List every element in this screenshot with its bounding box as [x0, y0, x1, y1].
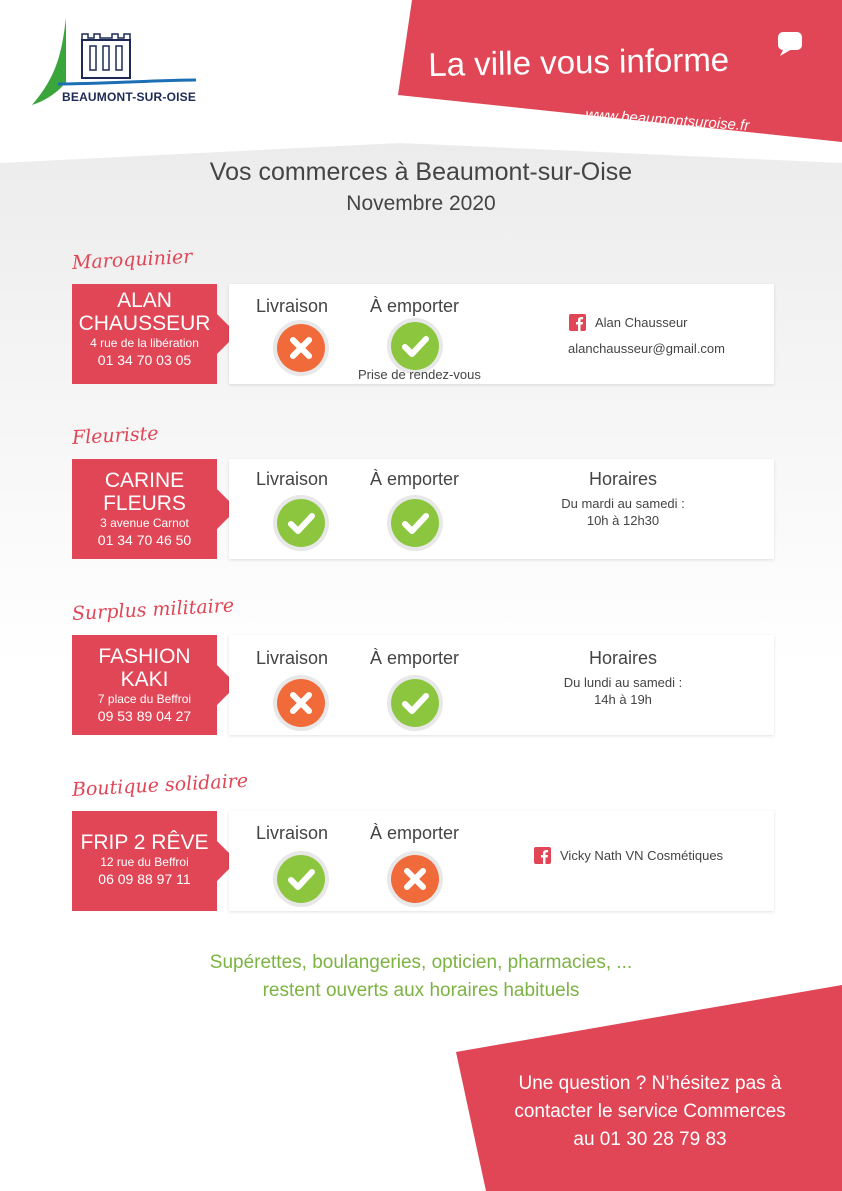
shop-name: CHAUSSEUR — [78, 312, 211, 335]
shop-name: CARINE — [104, 469, 185, 492]
cross-icon — [391, 855, 439, 903]
shop-card-frip-2-reve — [72, 811, 217, 911]
shop-panel — [229, 635, 774, 735]
delivery-label: Livraison — [256, 823, 329, 843]
shop-phone[interactable]: 01 34 70 03 05 — [97, 352, 192, 368]
shop-panel — [229, 284, 774, 384]
page-title: Vos commerces à Beaumont-sur-Oise — [209, 158, 633, 186]
check-icon — [391, 322, 439, 370]
shop-address: 4 rue de la libération — [90, 336, 199, 350]
delivery-label: Livraison — [256, 648, 329, 668]
hours-label: Horaires — [588, 469, 658, 489]
contact-phone[interactable]: au 01 30 28 79 83 — [573, 1129, 727, 1150]
shop-panel — [229, 811, 774, 911]
hours-times: 14h à 19h — [594, 692, 652, 707]
contact-line: contacter le service Commerces — [514, 1101, 786, 1122]
shop-phone[interactable]: 06 09 88 97 11 — [98, 871, 191, 887]
delivery-label: Livraison — [256, 296, 329, 316]
facebook-icon[interactable] — [534, 847, 551, 864]
shop-card-carine-fleurs — [72, 459, 217, 559]
hours-times: 10h à 12h30 — [586, 513, 660, 528]
category-label: Fleuriste — [71, 422, 159, 449]
cross-icon — [277, 324, 325, 372]
website-link[interactable]: www.beaumontsuroise.fr — [584, 106, 750, 135]
takeaway-label: À emporter — [370, 469, 460, 489]
shop-name: FRIP 2 RÊVE — [80, 831, 209, 854]
shop-card-fashion-kaki — [72, 635, 217, 735]
hours-days: Du mardi au samedi : — [561, 496, 685, 511]
takeaway-label: À emporter — [370, 823, 460, 843]
info-line: Supérettes, boulangeries, opticien, pharmacies, ... — [209, 952, 633, 973]
shop-address: 12 rue du Beffroi — [100, 855, 189, 869]
shop-address: 3 avenue Carnot — [100, 516, 189, 530]
hours-label: Horaires — [588, 648, 658, 668]
shop-name: ALAN — [117, 289, 172, 312]
shop-name: FLEURS — [103, 492, 186, 515]
contact-line: Une question ? N’hésitez pas à — [518, 1073, 782, 1094]
category-label: Boutique solidaire — [71, 769, 249, 801]
hours-days: Du lundi au samedi : — [563, 675, 683, 690]
takeaway-note: Prise de rendez-vous — [358, 367, 481, 382]
facebook-icon[interactable] — [569, 314, 586, 331]
shop-phone[interactable]: 01 34 70 46 50 — [97, 532, 192, 548]
check-icon — [391, 679, 439, 727]
cross-icon — [277, 679, 325, 727]
shop-name: KAKI — [120, 668, 169, 691]
page-subtitle: Novembre 2020 — [346, 192, 496, 215]
shop-phone[interactable]: 09 53 89 04 27 — [97, 708, 192, 724]
category-label: Surplus militaire — [71, 594, 235, 625]
takeaway-label: À emporter — [370, 648, 460, 668]
shop-panel — [229, 459, 774, 559]
shop-name: FASHION — [98, 645, 191, 668]
delivery-label: Livraison — [256, 469, 329, 489]
facebook-link[interactable]: Vicky Nath VN Cosmétiques — [560, 848, 724, 863]
info-line: restent ouverts aux horaires habituels — [262, 980, 580, 1001]
check-icon — [277, 499, 325, 547]
check-icon — [391, 499, 439, 547]
takeaway-label: À emporter — [370, 296, 460, 316]
check-icon — [277, 855, 325, 903]
shop-card-alan-chausseur — [72, 284, 217, 384]
email-link[interactable]: alanchausseur@gmail.com — [568, 341, 725, 356]
facebook-link[interactable]: Alan Chausseur — [595, 315, 688, 330]
logo-text: BEAUMONT-SUR-OISE — [62, 90, 197, 104]
shop-address: 7 place du Beffroi — [97, 692, 192, 706]
banner-title: La ville vous informe — [428, 40, 730, 83]
category-label: Maroquinier — [71, 245, 193, 274]
